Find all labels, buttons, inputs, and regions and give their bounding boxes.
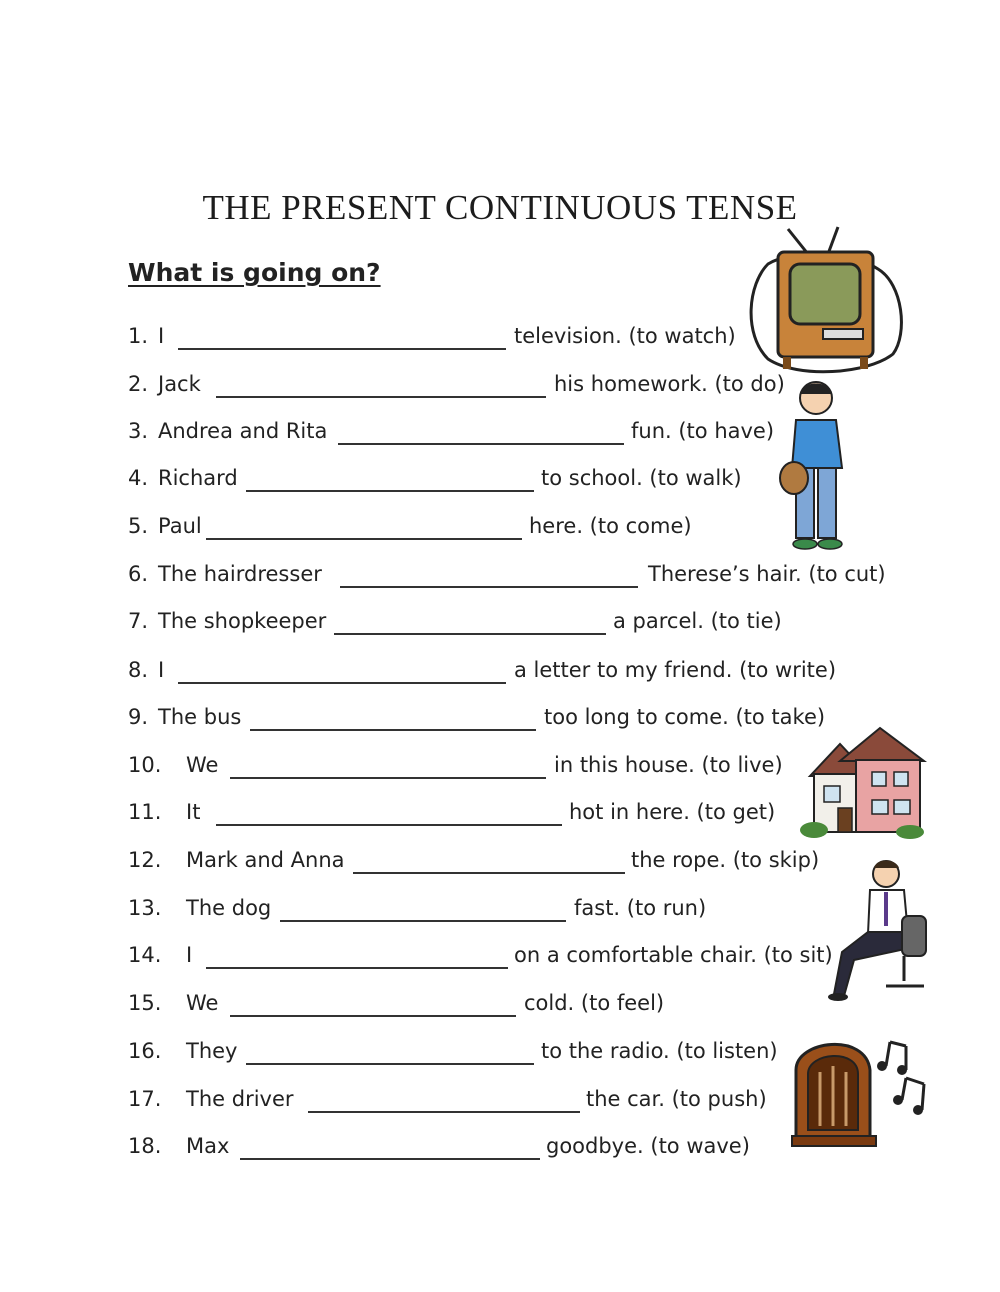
question-number: 12. [128, 848, 162, 872]
question-number: 8. [128, 658, 149, 682]
question-subject: The shopkeeper [158, 609, 327, 633]
question-rest: to school. (to walk) [541, 466, 742, 490]
question-number: 16. [128, 1039, 162, 1063]
question-subject: We [186, 753, 219, 777]
question-rest: too long to come. (to take) [544, 705, 826, 729]
question-rest: to the radio. (to listen) [541, 1039, 778, 1063]
answer-blank[interactable] [178, 348, 506, 350]
radio-with-music-notes-icon [786, 1030, 932, 1148]
question-rest: his homework. (to do) [554, 372, 785, 396]
question-rest: Therese’s hair. (to cut) [648, 562, 886, 586]
question-rest: in this house. (to live) [554, 753, 783, 777]
answer-blank[interactable] [338, 443, 624, 445]
answer-blank[interactable] [230, 777, 546, 779]
question-number: 1. [128, 324, 149, 348]
question-number: 2. [128, 372, 149, 396]
question-rest: the car. (to push) [586, 1087, 767, 1111]
answer-blank[interactable] [246, 1063, 534, 1065]
question-number: 9. [128, 705, 149, 729]
question-number: 14. [128, 943, 162, 967]
question-subject: The hairdresser [158, 562, 322, 586]
answer-blank[interactable] [246, 490, 534, 492]
answer-blank[interactable] [230, 1015, 516, 1017]
question-subject: Max [186, 1134, 230, 1158]
question-number: 11. [128, 800, 162, 824]
question-rest: a parcel. (to tie) [613, 609, 782, 633]
question-subject: Mark and Anna [186, 848, 345, 872]
answer-blank[interactable] [280, 920, 566, 922]
question-number: 5. [128, 514, 149, 538]
answer-blank[interactable] [206, 538, 522, 540]
question-subject: The driver [186, 1087, 294, 1111]
question-number: 10. [128, 753, 162, 777]
question-subject: It [186, 800, 201, 824]
television-icon [738, 224, 906, 376]
question-rest: fun. (to have) [631, 419, 775, 443]
question-rest: television. (to watch) [514, 324, 736, 348]
answer-blank[interactable] [250, 729, 536, 731]
question-rest: the rope. (to skip) [631, 848, 820, 872]
house-icon [800, 726, 928, 840]
question-number: 3. [128, 419, 149, 443]
question-rest: cold. (to feel) [524, 991, 665, 1015]
question-subject: I [186, 943, 193, 967]
question-rest: hot in here. (to get) [569, 800, 776, 824]
question-subject: Richard [158, 466, 238, 490]
question-subject: I [158, 324, 165, 348]
question-subject: I [158, 658, 165, 682]
question-rest: on a comfortable chair. (to sit) [514, 943, 833, 967]
answer-blank[interactable] [308, 1111, 580, 1113]
question-rest: here. (to come) [529, 514, 692, 538]
question-number: 6. [128, 562, 149, 586]
page-title: THE PRESENT CONTINUOUS TENSE [202, 188, 798, 227]
question-number: 7. [128, 609, 149, 633]
question-subject: The dog [186, 896, 272, 920]
question-rest: fast. (to run) [574, 896, 707, 920]
question-number: 13. [128, 896, 162, 920]
question-subject: We [186, 991, 219, 1015]
question-subject: The bus [158, 705, 242, 729]
man-on-chair-icon [824, 856, 936, 1004]
section-heading: What is going on? [128, 258, 381, 287]
question-subject: They [186, 1039, 238, 1063]
question-subject: Paul [158, 514, 202, 538]
answer-blank[interactable] [353, 872, 625, 874]
question-number: 15. [128, 991, 162, 1015]
question-number: 17. [128, 1087, 162, 1111]
answer-blank[interactable] [178, 682, 506, 684]
question-rest: goodbye. (to wave) [546, 1134, 750, 1158]
answer-blank[interactable] [340, 586, 638, 588]
question-rest: a letter to my friend. (to write) [514, 658, 837, 682]
question-subject: Andrea and Rita [158, 419, 328, 443]
question-number: 18. [128, 1134, 162, 1158]
boy-with-bag-icon [778, 378, 848, 553]
answer-blank[interactable] [216, 396, 546, 398]
answer-blank[interactable] [334, 633, 606, 635]
question-number: 4. [128, 466, 149, 490]
answer-blank[interactable] [216, 824, 562, 826]
answer-blank[interactable] [240, 1158, 540, 1160]
answer-blank[interactable] [206, 967, 508, 969]
question-subject: Jack [158, 372, 201, 396]
